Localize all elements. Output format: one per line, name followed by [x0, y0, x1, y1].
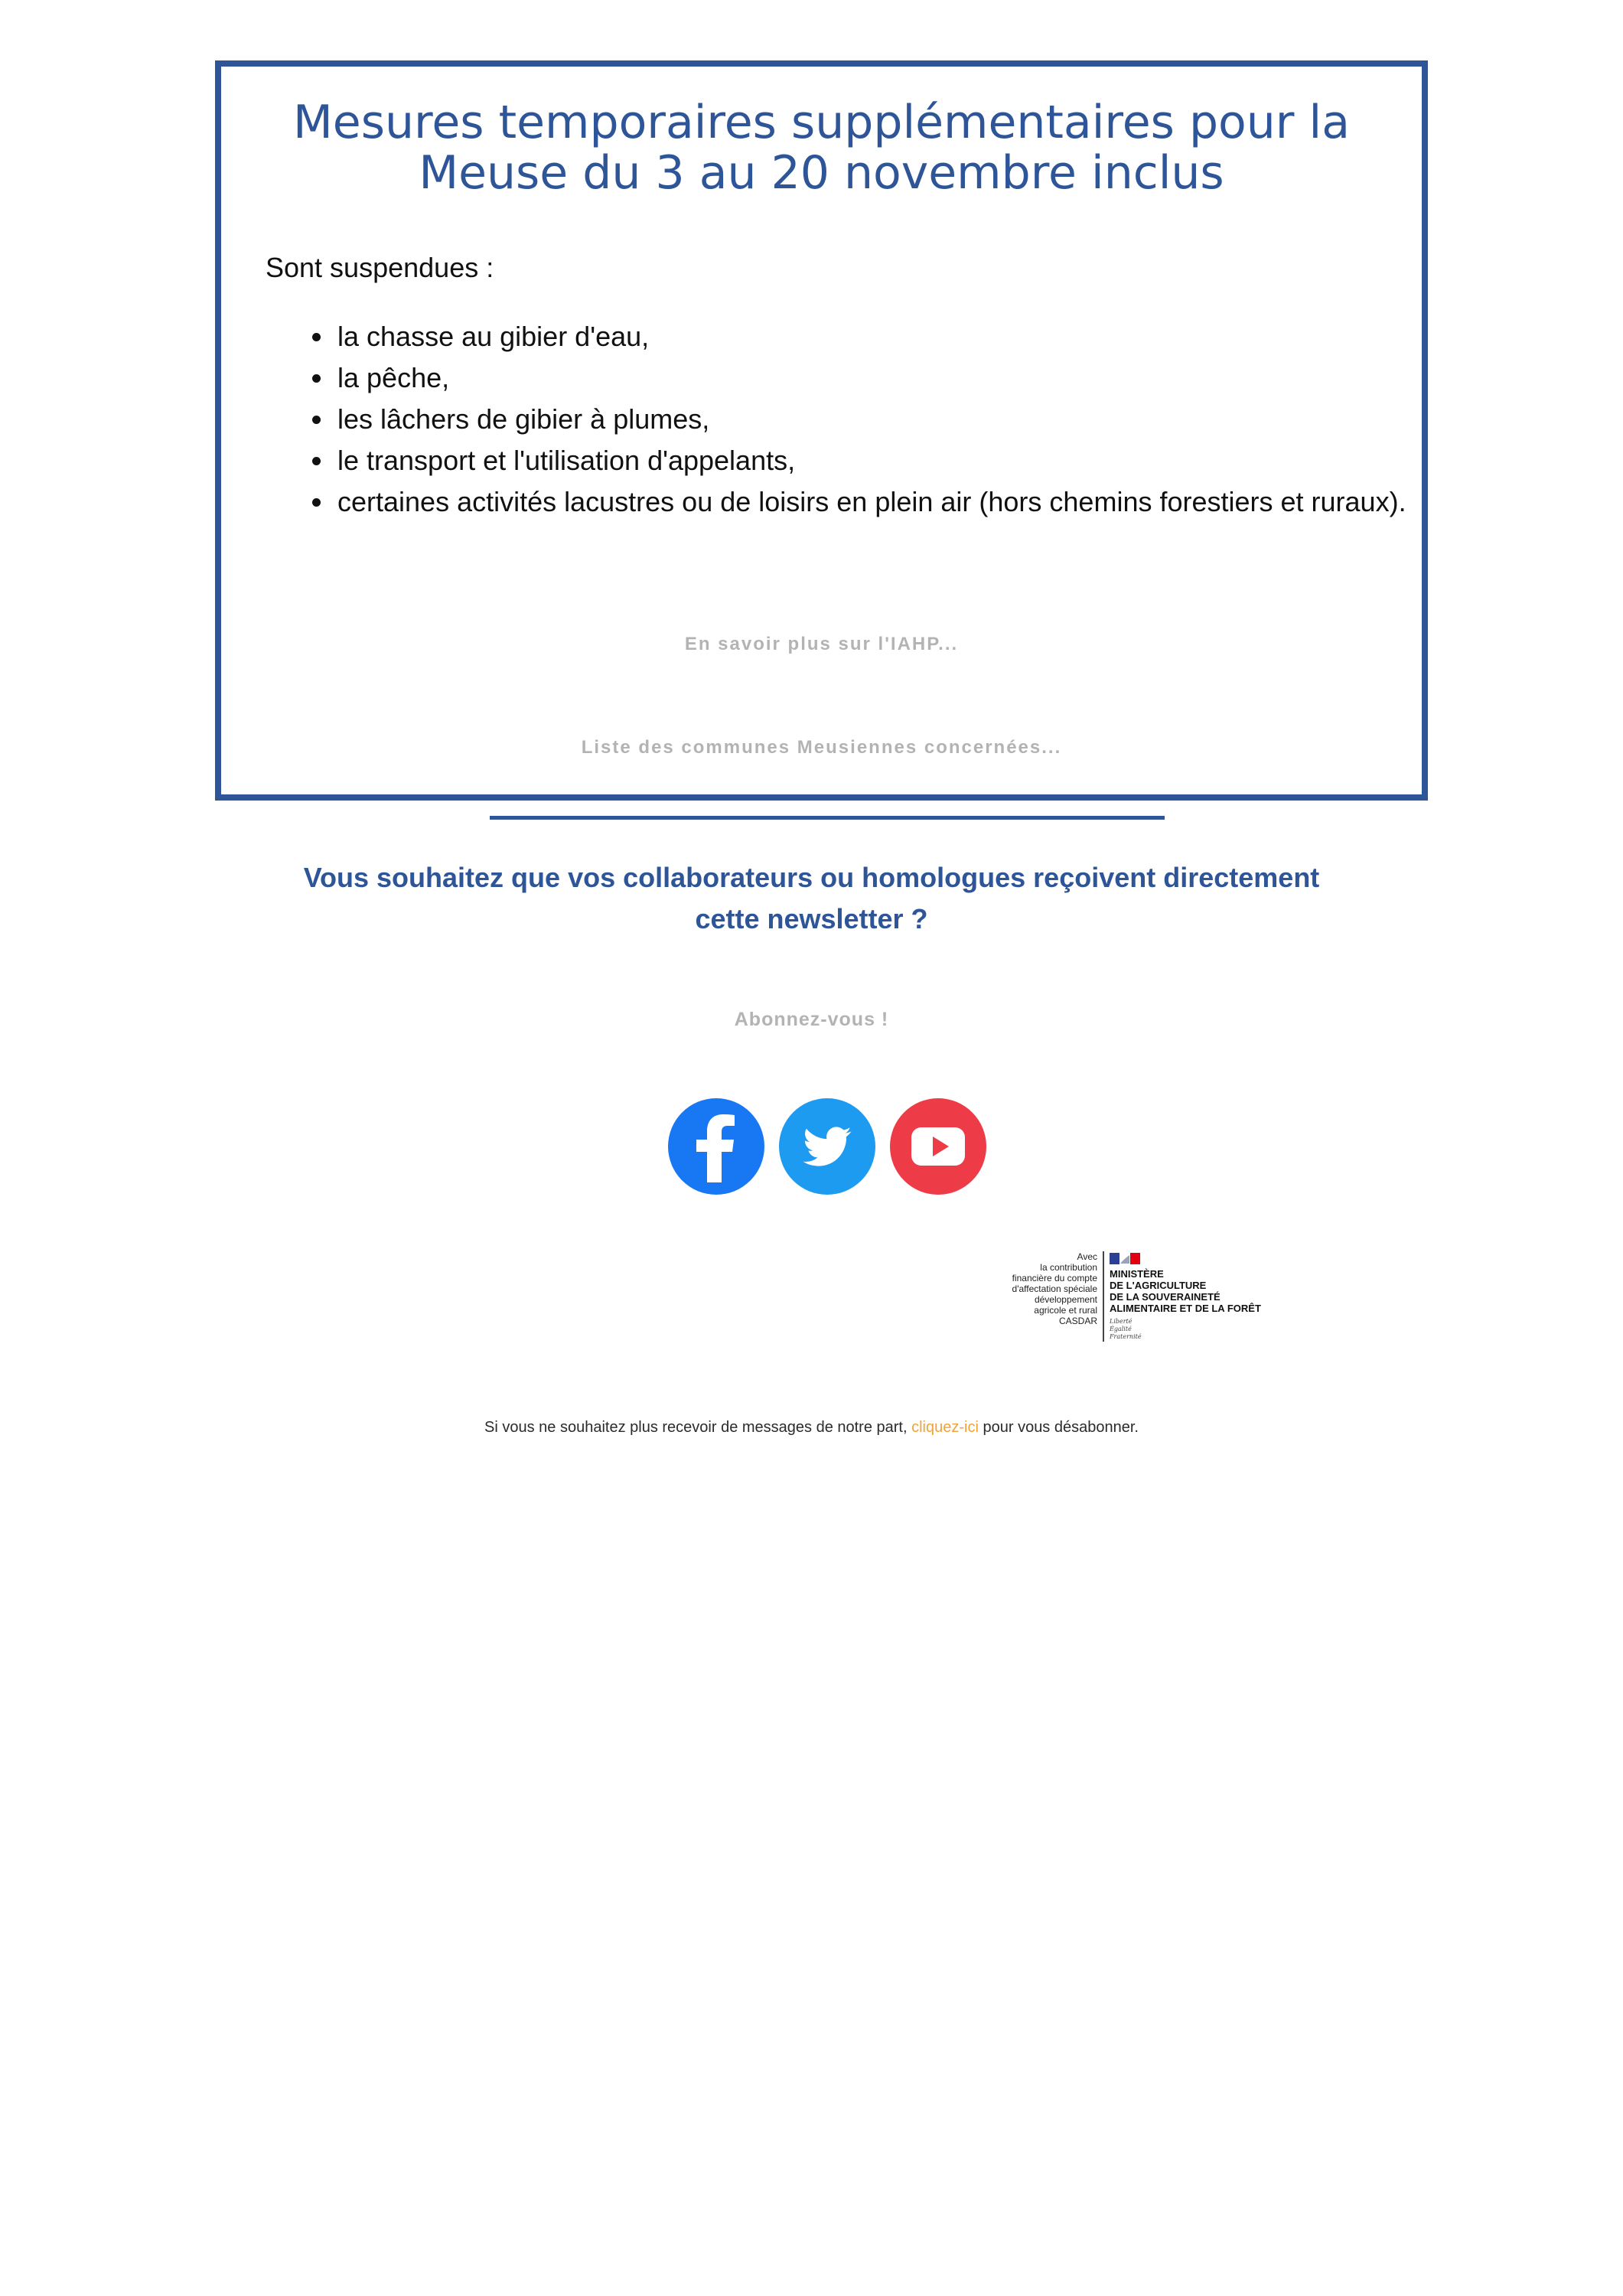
twitter-icon[interactable]: [779, 1098, 875, 1195]
list-item: • les lâchers de gibier à plumes,: [334, 399, 1413, 440]
social-links: [668, 1098, 986, 1195]
list-item: • la chasse au gibier d'eau,: [334, 316, 1413, 357]
list-item: • le transport et l'utilisation d'appelants,: [334, 440, 1413, 481]
unsubscribe-link[interactable]: cliquez-ici: [911, 1419, 979, 1436]
iahp-info-link[interactable]: En savoir plus sur l'IAHP...: [684, 634, 959, 654]
section-divider: [490, 816, 1165, 820]
unsubscribe-text: Si vous ne souhaitez plus recevoir de messages de notre part, cliquez-ici pour vous désabonner.: [484, 1419, 1139, 1436]
cta-line: cette newsletter ?: [695, 903, 928, 934]
ministry-logo: [987, 1251, 1293, 1343]
cta-line: Vous souhaitez que vos collaborateurs ou homologues reçoivent directement: [303, 862, 1320, 893]
logo-divider: [1103, 1251, 1104, 1342]
facebook-icon[interactable]: [668, 1098, 764, 1195]
newsletter-cta: [230, 857, 1393, 940]
republic-motto: Liberté Égalité Fraternité: [1110, 1318, 1142, 1340]
french-flag-icon: [1110, 1253, 1140, 1264]
communes-list-link[interactable]: Liste des communes Meusiennes concernées...: [581, 737, 1062, 758]
subscribe-link[interactable]: Abonnez-vous !: [734, 1009, 889, 1030]
notice-box: [215, 60, 1428, 801]
ministry-name: MINISTÈRE DE L'AGRICULTURE DE LA SOUVERAINETÉ ALIMENTAIRE ET DE LA FORÊT: [1110, 1268, 1261, 1314]
casdar-contribution-text: Avec la contribution financière du compte d'affectation spéciale développement agricole et rural CASDAR: [1012, 1251, 1097, 1326]
list-item: • certaines activités lacustres ou de loisirs en plein air (hors chemins forestiers et ruraux).: [334, 481, 1413, 523]
intro-text: Sont suspendues :: [266, 252, 494, 283]
youtube-icon[interactable]: [890, 1098, 986, 1195]
notice-title-line: Mesures temporaires supplémentaires pour la: [293, 96, 1350, 149]
list-item: • la pêche,: [334, 357, 1413, 399]
notice-title-line: Meuse du 3 au 20 novembre inclus: [419, 146, 1224, 200]
notice-title: [221, 97, 1422, 198]
suspended-list: [304, 316, 1413, 523]
